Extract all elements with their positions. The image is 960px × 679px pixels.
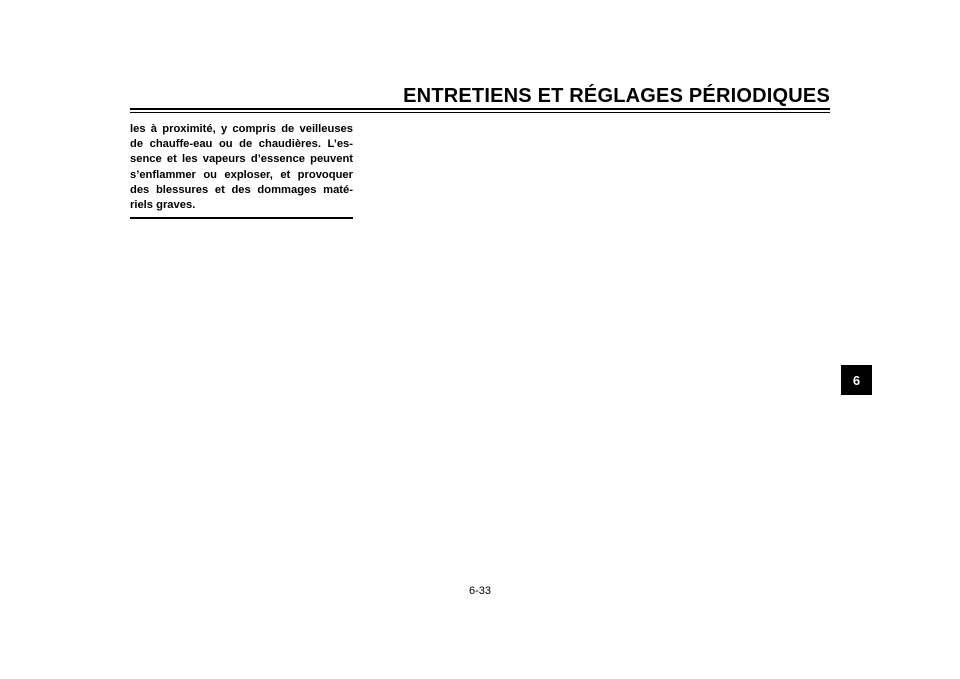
header-rule bbox=[130, 108, 830, 110]
text-line: sence et les vapeurs d’essence peuvent bbox=[130, 153, 353, 166]
page-header bbox=[130, 84, 830, 114]
chapter-tab bbox=[841, 365, 872, 395]
text-line: s’enflammer ou exploser, et provoquer bbox=[130, 168, 353, 181]
text-line: les à proximité, y compris de veilleuses bbox=[130, 123, 353, 135]
text-line: des blessures et des dommages maté- bbox=[130, 183, 353, 196]
warning-text-column bbox=[130, 122, 353, 219]
header-rule-thin bbox=[130, 112, 830, 113]
warning-end-rule bbox=[130, 217, 353, 219]
page-title: ENTRETIENS ET RÉGLAGES PÉRIODIQUES bbox=[403, 85, 830, 107]
page-number: 6-33 bbox=[468, 585, 492, 597]
chapter-number: 6 bbox=[852, 372, 861, 388]
warning-paragraph bbox=[130, 122, 353, 213]
text-line: de chauffe-eau ou de chaudières. L’es- bbox=[130, 138, 353, 151]
text-line: riels graves. bbox=[130, 199, 196, 212]
